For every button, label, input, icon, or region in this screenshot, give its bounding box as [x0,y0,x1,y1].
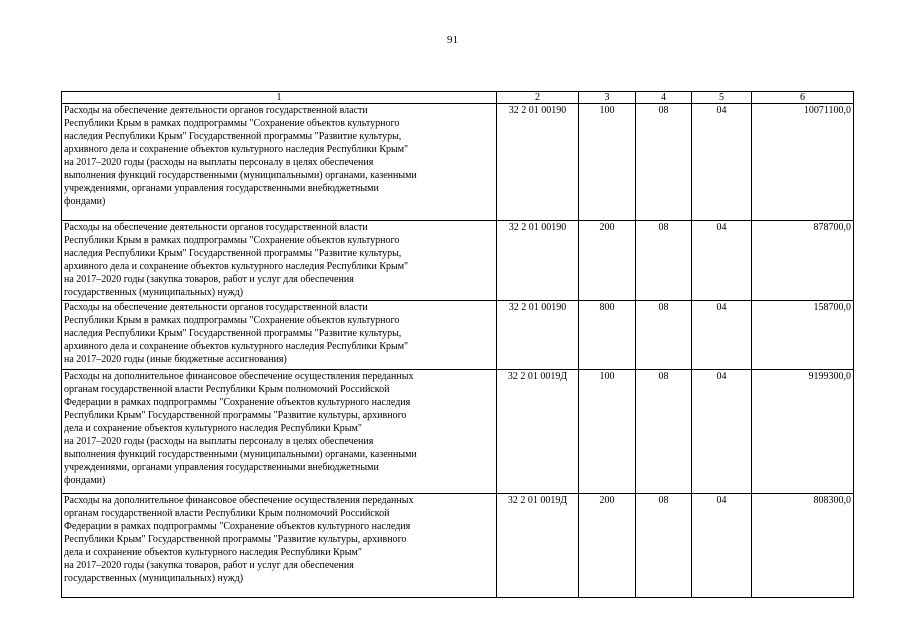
table-row [62,301,854,370]
row-subsection: 04 [692,494,752,598]
page-number: 91 [447,34,458,46]
row-expense-type: 100 [579,370,636,494]
column-header-2: 2 [497,92,579,104]
row-description: Расходы на обеспечение деятельности органов государственной власти Республики Крым в рамках подпрограммы "Сохранение объектов культурного наследия Республики Крым" Государственной программы "Развитие культуры, архивного дела и сохранение объектов культурного наследия Республики Крым" на 2017–2020 годы (расходы на выплаты персоналу в целях обеспечения выполнения функций государственными (муниципальными) органами, казенными учреждениями, органами управления государственными внебюджетными фондами) [62,104,497,221]
row-section: 08 [636,494,692,598]
row-expense-type: 200 [579,221,636,301]
row-section: 08 [636,221,692,301]
column-header-4: 4 [636,92,692,104]
row-section: 08 [636,370,692,494]
row-amount: 10071100,0 [752,104,854,221]
column-header-3: 3 [579,92,636,104]
table-row [62,221,854,301]
row-amount: 808300,0 [752,494,854,598]
row-section: 08 [636,301,692,370]
row-subsection: 04 [692,301,752,370]
column-header-5: 5 [692,92,752,104]
table-row [62,104,854,221]
table-row [62,370,854,494]
row-target-code: 32 2 01 0019Д [497,370,579,494]
column-header-6: 6 [752,92,854,104]
budget-table [61,91,854,598]
row-section: 08 [636,104,692,221]
column-header-1: 1 [62,92,497,104]
row-target-code: 32 2 01 00190 [497,104,579,221]
row-description: Расходы на дополнительное финансовое обеспечение осуществления переданных органам государственной власти Республики Крым полномочий Российской Федерации в рамках подпрограммы "Сохранение объектов культурного наследия Республики Крым" Государственной программы "Развитие культуры, архивного дела и сохранение объектов культурного наследия Республики Крым" на 2017–2020 годы (закупка товаров, работ и услуг для обеспечения государственных (муниципальных) нужд) [62,494,497,598]
row-target-code: 32 2 01 00190 [497,301,579,370]
row-target-code: 32 2 01 00190 [497,221,579,301]
row-amount: 878700,0 [752,221,854,301]
row-amount: 9199300,0 [752,370,854,494]
table-row [62,494,854,598]
row-description: Расходы на обеспечение деятельности органов государственной власти Республики Крым в рамках подпрограммы "Сохранение объектов культурного наследия Республики Крым" Государственной программы "Развитие культуры, архивного дела и сохранение объектов культурного наследия Республики Крым" на 2017–2020 годы (иные бюджетные ассигнования) [62,301,497,370]
row-expense-type: 100 [579,104,636,221]
row-expense-type: 800 [579,301,636,370]
row-target-code: 32 2 01 0019Д [497,494,579,598]
table-header-row [62,92,854,104]
row-expense-type: 200 [579,494,636,598]
row-subsection: 04 [692,370,752,494]
row-description: Расходы на дополнительное финансовое обеспечение осуществления переданных органам государственной власти Республики Крым полномочий Российской Федерации в рамках подпрограммы "Сохранение объектов культурного наследия Республики Крым" Государственной программы "Развитие культуры, архивного дела и сохранение объектов культурного наследия Республики Крым" на 2017–2020 годы (расходы на выплаты персоналу в целях обеспечения выполнения функций государственными (муниципальными) органами, казенными учреждениями, органами управления государственными внебюджетными фондами) [62,370,497,494]
row-subsection: 04 [692,104,752,221]
row-subsection: 04 [692,221,752,301]
row-description: Расходы на обеспечение деятельности органов государственной власти Республики Крым в рамках подпрограммы "Сохранение объектов культурного наследия Республики Крым" Государственной программы "Развитие культуры, архивного дела и сохранение объектов культурного наследия Республики Крым" на 2017–2020 годы (закупка товаров, работ и услуг для обеспечения государственных (муниципальных) нужд) [62,221,497,301]
row-amount: 158700,0 [752,301,854,370]
